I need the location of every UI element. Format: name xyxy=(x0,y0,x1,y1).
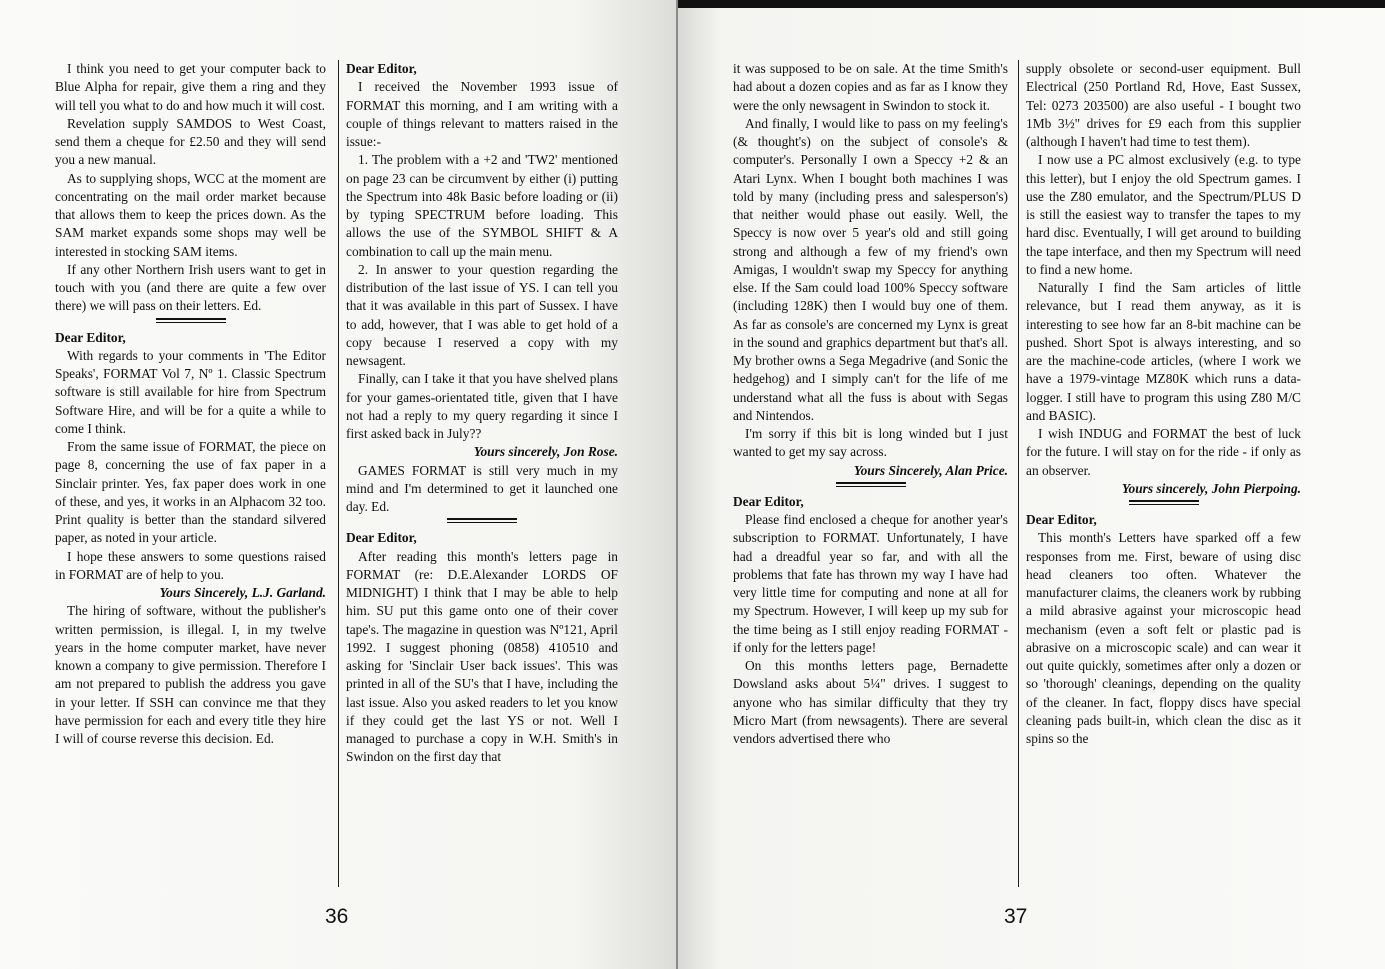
left-column-2 xyxy=(346,60,618,767)
paragraph: On this months letters page, Bernadette Dowsland asks about 5¼" drives. I suggest to anyone who has similar difficulty that they try Micro Mart (from newsagents). There are several vendors advertised there who xyxy=(733,658,1008,746)
paragraph: After reading this month's letters page in FORMAT (re: D.E.Alexander LORDS OF MIDNIGHT) I think that I may be able to help him. SU put this game onto one of their cover tape's. The magazine in question was Nº121, April 1992. I suggest phoning (0858) 410510 and asking for 'Sinclair User back issues'. This was printed in all of the SU's that I have, including the last issue. Also you asked readers to let you know if they could get the last YS or not. Well I managed to purchase a copy in W.H. Smith's in Swindon on the first day that xyxy=(346,548,618,765)
paragraph: This month's Letters have sparked off a few responses from me. First, beware of using disc head cleaners too often. Whatever the manufacturer claims, the cleaners work by rubbing a mild abrasive against your microscopic head mechanism (even a soft felt or plastic pad is abrasive on a microscopic scale) and can wear it out quite quickly, sometimes after only a dozen or so 'thorough' cleanings, depending on the quality of the cleaner. In fact, floppy discs have special cleaning pads built-in, which clean the disc as it spins so the xyxy=(1026,530,1301,746)
page-number: 36 xyxy=(325,905,349,928)
paragraph: I received the November 1993 issue of FORMAT this morning, and I am writing with a couple of things relevant to matters raised in the issue:- xyxy=(346,79,618,149)
top-border xyxy=(678,0,1385,8)
paragraph: As to supplying shops, WCC at the moment are concentrating on the mail order market because that allows them to keep the prices down. As the SAM market expands some shops may well be interested in stocking SAM items. xyxy=(55,170,326,259)
right-column-1 xyxy=(733,60,1008,748)
paragraph: 2. In answer to your question regarding the distribution of the last issue of YS. I can tell you that it was available in this part of Sussex. I have to add, however, that I was able to get hold of a copy because I reserved a copy with my newsagent. xyxy=(346,261,618,368)
letter-salutation: Dear Editor, xyxy=(733,493,804,509)
paragraph: 1. The problem with a +2 and 'TW2' mentioned on page 23 can be circumvent by either (i) putting the Spectrum into 48k Basic before loading or (ii) by typing SPECTRUM before loading. This allows the use of the SYMBOL SHIFT & A combination to call up the main menu. xyxy=(346,152,618,259)
letter-signature: Yours Sincerely, L.J. Garland. xyxy=(159,585,326,600)
paragraph: I'm sorry if this bit is long winded but I just wanted to get my say across. xyxy=(733,426,1008,460)
page-number: 37 xyxy=(1004,905,1028,928)
letter-signature: Yours sincerely, Jon Rose. xyxy=(473,444,618,460)
left-column-1 xyxy=(55,60,326,748)
letter-salutation: Dear Editor, xyxy=(346,530,417,546)
section-divider xyxy=(447,518,517,523)
section-divider xyxy=(836,482,906,487)
right-column-2 xyxy=(1026,60,1301,748)
right-page xyxy=(678,0,1385,969)
column-divider xyxy=(338,60,339,887)
paragraph: If any other Northern Irish users want to get in touch with you (and there are quite a few over there) we will pass on their letters. Ed. xyxy=(55,261,326,314)
column-divider xyxy=(1018,60,1019,887)
paragraph: I hope these answers to some questions raised in FORMAT are of help to you. xyxy=(55,548,326,582)
paragraph: With regards to your comments in 'The Editor Speaks', FORMAT Vol 7, Nº 1. Classic Spectrum software is still available for hire from Spectrum Software Hire, and will be for a quite a while to come I think. xyxy=(55,347,326,436)
letter-salutation: Dear Editor, xyxy=(1026,512,1097,527)
paragraph: I think you need to get your computer back to Blue Alpha for repair, give them a ring and they will tell you what to do and how much it will cost. xyxy=(55,61,326,113)
section-divider xyxy=(156,318,226,323)
paragraph: supply obsolete or second-user equipment. Bull Electrical (250 Portland Rd, Hove, East Sussex, Tel: 0273 203500) are also useful - I bought two 1Mb 3½" drives for £9 each from this supplier (although I haven't had time to test them). xyxy=(1026,61,1301,149)
paragraph: From the same issue of FORMAT, the piece on page 8, concerning the use of fax paper in a Sinclair printer. Yes, fax paper does work in one of these, and yes, it works in an Alphacom 32 too. Print quality is better than the standard silvered paper, as noted in your article. xyxy=(55,439,326,546)
paragraph: And finally, I would like to pass on my feeling's (& thought's) on the subject of console's & computer's. Personally I own a Speccy +2 & an Atari Lynx. When I bought both machines I was told by many (including press and salesperson's) that neither would phase out easily. Well, the Speccy is now over 5 year's old and still going strong and although a few of my friend's own Amigas, I wouldn't swap my Speccy for anything else. If the Sam could load 100% Speccy software (including 128K) then I would buy one of them. As far as console's are concerned my Lynx is great in the sound and graphics department but that's all. My brother owns a Sega Megadrive (and Sonic the hedgehog) and I simply can't for the life of me understand what all the fuss is about with Segas and Nintendos. xyxy=(733,115,1008,423)
letter-salutation: Dear Editor, xyxy=(55,329,126,345)
paragraph: it was supposed to be on sale. At the time Smith's had about a dozen copies and as far as I know they were the only newsagent in Swindon to stock it. xyxy=(733,61,1008,113)
letter-signature: Yours sincerely, John Pierpoing. xyxy=(1121,480,1301,496)
paragraph: Revelation supply SAMDOS to West Coast, send them a cheque for £2.50 and they will send you a new manual. xyxy=(55,115,326,168)
letter-signature: Yours Sincerely, Alan Price. xyxy=(853,462,1008,478)
paragraph: GAMES FORMAT is still very much in my mind and I'm determined to get it launched one day. Ed. xyxy=(346,462,618,514)
paragraph: The hiring of software, without the publisher's written permission, is illegal. I, in my twelve years in the home computer market, have never known a company to give permission. Therefore I am not prepared to publish the address you gave in your letter. If SSH can convince me that they have permission for each and every title they hire I will of course reverse this decision. Ed. xyxy=(55,603,326,746)
letter-salutation: Dear Editor, xyxy=(346,61,417,76)
paragraph: Naturally I find the Sam articles of little relevance, but I read them anyway, as it is interesting to see how far an 8-bit machine can be pushed. Short Spot is always interesting, and so are the machine-code articles, (where I work we have a 1979-vintage MZ80K which runs a data-logger. I still have to program this using Z80 M/C and BASIC). xyxy=(1026,280,1301,423)
paragraph: Please find enclosed a cheque for another year's subscription to FORMAT. Unfortunately, I have had a dreadful year so far, and with all the problems that fate has thrown my way I have had very little time for computing and none at all for my Spectrum. However, I will keep up my sub for the time being as I still enjoy reading FORMAT - if only for the letters page! xyxy=(733,512,1008,655)
paragraph: Finally, can I take it that you have shelved plans for your games-orientated title, given that I have not had a reply to my query regarding it since I first asked back in July?? xyxy=(346,371,618,441)
left-page xyxy=(0,0,676,969)
paragraph: I now use a PC almost exclusively (e.g. to type this letter), but I enjoy the old Spectrum games. I use the Z80 emulator, and the Spectrum/PLUS D is still the easiest way to transfer the tapes to my hard disc. Eventually, I will get around to building the tape interface, and then my Spectrum will need to find a new home. xyxy=(1026,152,1301,277)
paragraph: I wish INDUG and FORMAT the best of luck for the future. I will stay on for the ride - if only as an observer. xyxy=(1026,426,1301,478)
section-divider xyxy=(1129,500,1199,505)
